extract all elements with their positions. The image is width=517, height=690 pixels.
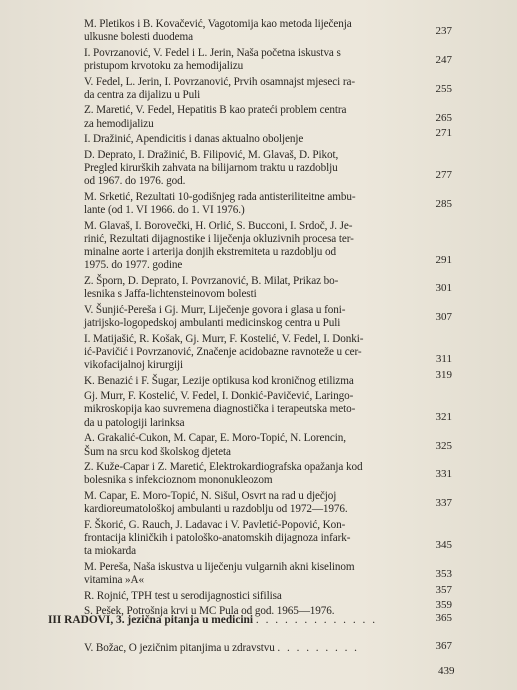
entry-line: 1975. do 1977. godine <box>84 259 183 272</box>
entry-line: vikofacijalnoj kirurgiji <box>84 359 183 372</box>
entry-page-number: 291 <box>435 253 452 266</box>
entry-line: V. Fedel, L. Jerin, I. Povrzanović, Prvih osamnajst mjeseci ra- <box>84 75 355 88</box>
section-page-number: 365 <box>435 612 452 624</box>
entry-line: S. Pešek, Potrošnja krvi u MC Pula od god. 1965—1976. <box>84 605 335 618</box>
last-entry-page-number: 367 <box>435 640 452 652</box>
entry-page-number: 337 <box>435 497 452 510</box>
toc-entry <box>84 561 424 588</box>
entry-page-number: 307 <box>435 311 452 324</box>
entry-line: I. Dražinić, Apendicitis i danas aktualno oboljenje <box>84 133 304 146</box>
toc-entry <box>84 220 424 273</box>
toc-entry <box>84 432 424 459</box>
entry-page-number: 285 <box>435 198 452 211</box>
entry-line: K. Benazić i F. Šugar, Lezije optikusa kod kroničnog etilizma <box>84 374 354 387</box>
toc-entry-last <box>84 642 424 655</box>
entry-page-number: 247 <box>435 54 452 67</box>
entry-line: D. Deprato, I. Dražinić, B. Filipović, M. Glavaš, D. Pikot, <box>84 148 339 161</box>
entry-line: mikroskopija kao suvremena diagnostička i terapeutska meto- <box>84 403 356 416</box>
toc-entry <box>84 519 424 559</box>
toc-entry <box>84 18 424 45</box>
entry-page-number: 311 <box>435 353 452 366</box>
entry-line: za hemodijalizu <box>84 117 154 130</box>
toc-entry <box>84 390 424 430</box>
entry-page-number: 325 <box>435 439 452 452</box>
section-heading <box>48 614 428 627</box>
entry-page-number: 353 <box>435 568 452 581</box>
entry-page-number: 319 <box>435 368 452 381</box>
entry-line: Z. Maretić, V. Fedel, Hepatitis B kao prateći problem centra <box>84 104 347 117</box>
toc-entry <box>84 47 424 74</box>
entry-line: M. Pletikos i B. Kovačević, Vagotomija kao metoda liječenja <box>84 18 352 30</box>
entry-line: F. Škorić, G. Rauch, J. Ladavac i V. Pavletić-Popović, Kon- <box>84 518 346 531</box>
toc-entry <box>84 133 424 146</box>
entry-page-number: 277 <box>435 169 452 182</box>
entry-line: M. Pereša, Naša iskustva u liječenju vulgarnih akni kiselinom <box>84 560 355 573</box>
entry-line: pristupom krvotoku za hemodijalizu <box>84 60 244 73</box>
toc-entry <box>84 333 424 373</box>
toc-entry <box>84 76 424 103</box>
entry-page-number: 321 <box>435 410 452 423</box>
entry-line: M. Srketić, Rezultati 10-godišnjeg rada antisteriliteitne ambu- <box>84 190 356 203</box>
entry-line: minalne aorte i arterija donjih ekstremiteta u razdoblju od <box>84 246 336 259</box>
entry-page-number: 357 <box>435 583 452 596</box>
entry-line: Pregled kirurških zahvata na bilijarnom traktu u razdoblju <box>84 161 338 174</box>
entry-line: bolesnika s infekcioznom mononukleozom <box>84 474 273 487</box>
entry-line: M. Capar, E. Moro-Topić, N. Sišul, Osvrt na rad u dječjoj <box>84 489 337 502</box>
entry-line: da centra za dijalizu u Puli <box>84 88 201 101</box>
entry-page-number: 331 <box>435 468 452 481</box>
toc-entry <box>84 275 424 302</box>
entry-line: M. Glavaš, I. Borovečki, H. Orlić, S. Bucconi, I. Srdoč, J. Je- <box>84 219 353 232</box>
entry-line: jatrijsko-logopedskoj ambulanti medicinskog centra u Puli <box>84 317 341 330</box>
toc-entry <box>84 104 424 131</box>
toc-entry <box>84 375 424 388</box>
entry-line: Šum na srcu kod školskog djeteta <box>84 445 231 458</box>
section-title: III RADOVI, 3. jezična pitanja u medicini <box>48 614 254 626</box>
entry-line: V. Šunjić-Pereša i Gj. Murr, Liječenje govora i glasa u foni- <box>84 303 346 316</box>
toc-entry <box>84 461 424 488</box>
entry-page-number: 237 <box>435 25 452 38</box>
entry-line: Z. Kuže-Capar i Z. Maretić, Elektrokardiografska opažanja kod <box>84 461 363 474</box>
toc-entry <box>84 304 424 331</box>
toc-entry <box>84 149 424 189</box>
entry-line: lante (od 1. VI 1966. do 1. VI 1976.) <box>84 204 245 217</box>
entry-line: frontacija kliničkih i patološko-anatomskih dijagnoza infark- <box>84 531 351 544</box>
toc-entry <box>84 490 424 517</box>
entry-line: ulkusne bolesti duodema <box>84 31 193 44</box>
entry-line: I. Matijašić, R. Košak, Gj. Murr, F. Kostelić, V. Fedel, I. Donki- <box>84 332 364 345</box>
entry-page-number: 271 <box>435 127 452 140</box>
entry-page-number: 255 <box>435 82 452 95</box>
entry-line: da u patologiji larinksa <box>84 416 185 429</box>
entry-text: V. Božac, O jezičnim pitanjima u zdravstvu <box>84 642 275 654</box>
entry-line: I. Povrzanović, V. Fedel i L. Jerin, Naša početna iskustva s <box>84 46 341 59</box>
entry-line: lesnika s Jaffa-lichtensteinovom bolesti <box>84 288 257 301</box>
entry-line: Z. Šporn, D. Deprato, I. Povrzanović, B. Milat, Prikaz bo- <box>84 275 339 287</box>
entry-page-number: 265 <box>435 111 452 124</box>
leader-dots: . . . . . . . . . . . . . <box>255 614 378 626</box>
entry-line: vitamina »A« <box>84 574 145 587</box>
entry-line: ta miokarda <box>84 545 137 558</box>
entry-page-number: 301 <box>435 282 452 295</box>
entry-line: kardioreumatološkoj ambulanti u razdoblju od 1972—1976. <box>84 503 348 516</box>
entry-line: od 1967. do 1976. god. <box>84 175 186 188</box>
entry-line: Gj. Murr, F. Kostelić, V. Fedel, I. Donkić-Pavičević, Laringo- <box>84 390 354 403</box>
leader-dots: . . . . . . . . . <box>277 642 359 654</box>
entry-line: ić-Pavičić i Povrzanović, Značenje acidobazne ravnoteže u cer- <box>84 345 362 358</box>
toc-entry <box>84 590 424 603</box>
folio-number: 439 <box>438 665 455 677</box>
entry-line: R. Rojnić, TPH test u serodijagnostici sifilisa <box>84 589 282 602</box>
entry-line: rinić, Rezultati dijagnostike i liječenja okluzivnih procesa ter- <box>84 232 354 245</box>
entry-page-number: 359 <box>435 599 452 612</box>
toc-entry <box>84 191 424 218</box>
entry-page-number: 345 <box>435 539 452 552</box>
entry-line: A. Grakalić-Cukon, M. Capar, E. Moro-Topić, N. Lorencin, <box>84 432 346 445</box>
